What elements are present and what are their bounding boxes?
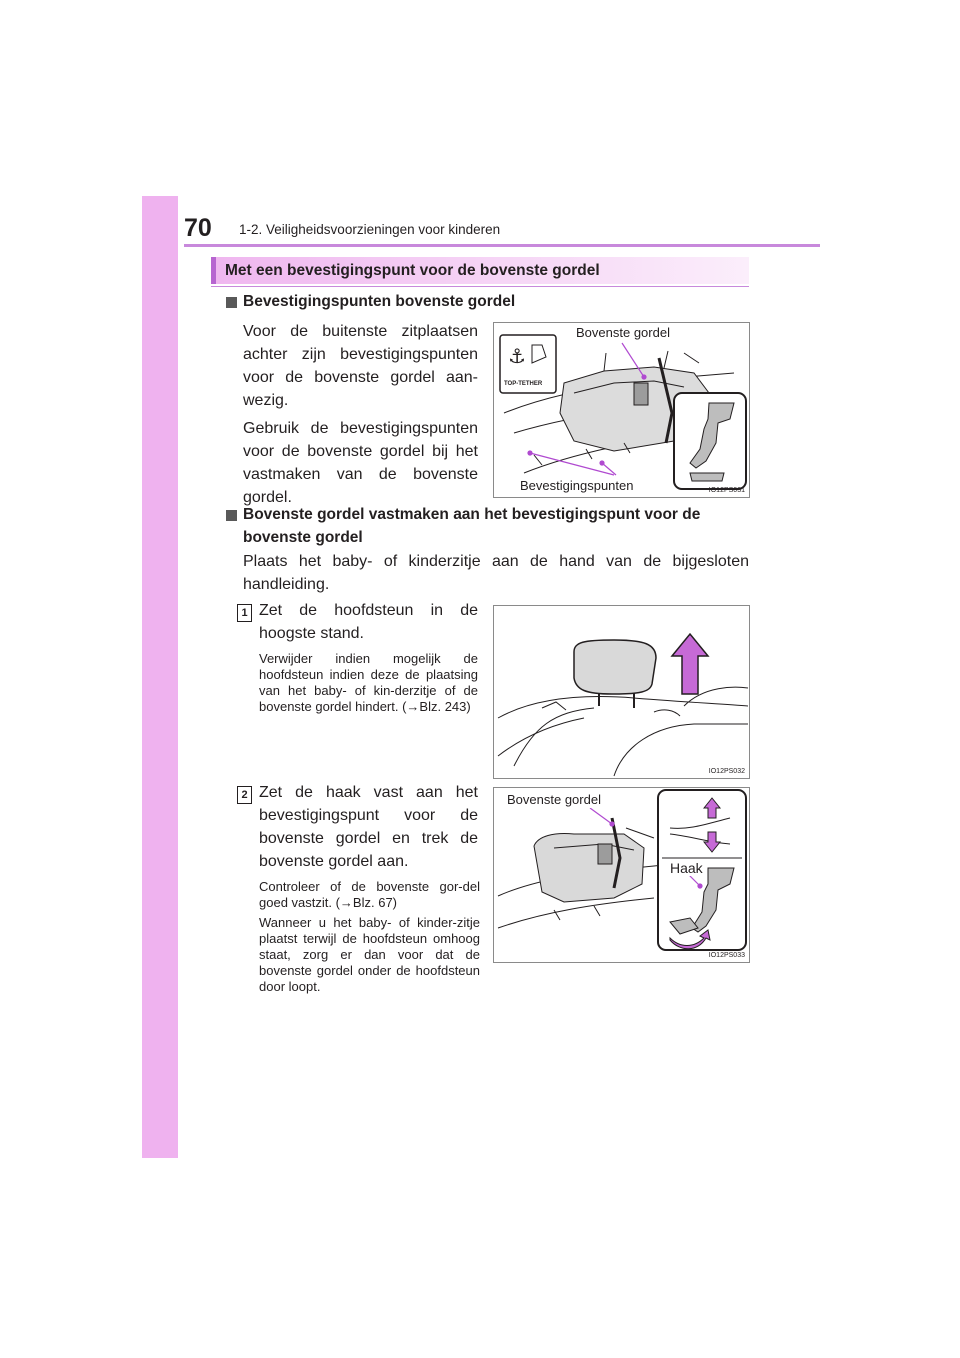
- figure-headrest: [493, 605, 750, 779]
- topic-paragraph: Plaats het baby- of kinderzitje aan de hand van de bijgesloten handleiding.: [243, 553, 749, 593]
- figure-hook-attach: [493, 787, 750, 963]
- detail-inset: [674, 393, 746, 489]
- step-notes: [259, 879, 480, 995]
- topic-heading: Bovenste gordel vastmaken aan het bevestigingspunt voor de bovenste gordel: [243, 506, 701, 546]
- figure-label-top-tether: Bovenste gordel: [507, 792, 601, 807]
- figure-hook-attach-art: [494, 788, 749, 962]
- figure-headrest-art: [494, 606, 749, 778]
- step-note: Wanneer u het baby- of kinder-zitje plaatst terwijl de hoofdsteun omhoog staat, zorg er dan voor dat de bovenste gordel onder de hoofdsteun door loopt.: [259, 915, 480, 994]
- step-text: Zet de haak vast aan het bevestigingspunt voor de bovenste gordel en trek de bovenste gordel aan.: [259, 784, 478, 870]
- svg-text:⚓: ⚓: [508, 344, 526, 368]
- figure-label-hook: Haak: [670, 860, 703, 876]
- square-bullet-icon: [226, 510, 237, 521]
- figure-label-anchors: Bevestigingspunten: [520, 478, 634, 493]
- topic-paragraph: Gebruik de bevestigingspunten voor de bovenste gordel bij het vastmaken van de bovenste gordel.: [243, 420, 478, 506]
- topic-heading: Bevestigingspunten bovenste gordel: [243, 293, 516, 310]
- section-title: Met een bevestigingspunt voor de bovenste gordel: [225, 262, 600, 279]
- figure-code: IO12PS031: [708, 487, 745, 494]
- figure-tether-anchors: [493, 322, 750, 498]
- up-arrow-icon: [672, 634, 708, 694]
- step-note: Controleer of de bovenste gor-del goed vastzit. (→Blz. 67): [259, 879, 480, 910]
- topic-body: [243, 320, 478, 509]
- step-text: Zet de hoofdsteun in de hoogste stand.: [259, 602, 478, 642]
- page-number: 70: [184, 214, 212, 242]
- topic-paragraph: Voor de buitenste zitplaatsen achter zijn bevestigingspunten voor de bovenste gordel aan-wezig.: [243, 323, 478, 409]
- step-number: 1: [237, 604, 252, 622]
- topic-body: [243, 550, 749, 596]
- header-rule: [184, 244, 820, 247]
- step-number: 2: [237, 786, 252, 804]
- chapter-tab-sidebar: [142, 196, 178, 1158]
- step-notes: [259, 651, 478, 715]
- step-note: Verwijder indien mogelijk de hoofdsteun indien deze de plaatsing van het baby- of kin-derzitje of de bovenste gordel hindert. (→Blz. 243): [259, 651, 478, 714]
- square-bullet-icon: [226, 297, 237, 308]
- running-head: 1-2. Veiligheidsvoorzieningen voor kinderen: [239, 222, 501, 237]
- tether-badge: [500, 335, 556, 393]
- figure-code: IO12PS033: [708, 952, 745, 959]
- tether-badge-text: TOP-TETHER: [504, 381, 543, 387]
- figure-label-top-tether: Bovenste gordel: [576, 325, 670, 340]
- figure-tether-anchors-art: [494, 323, 749, 497]
- figure-code: IO12PS032: [708, 768, 745, 775]
